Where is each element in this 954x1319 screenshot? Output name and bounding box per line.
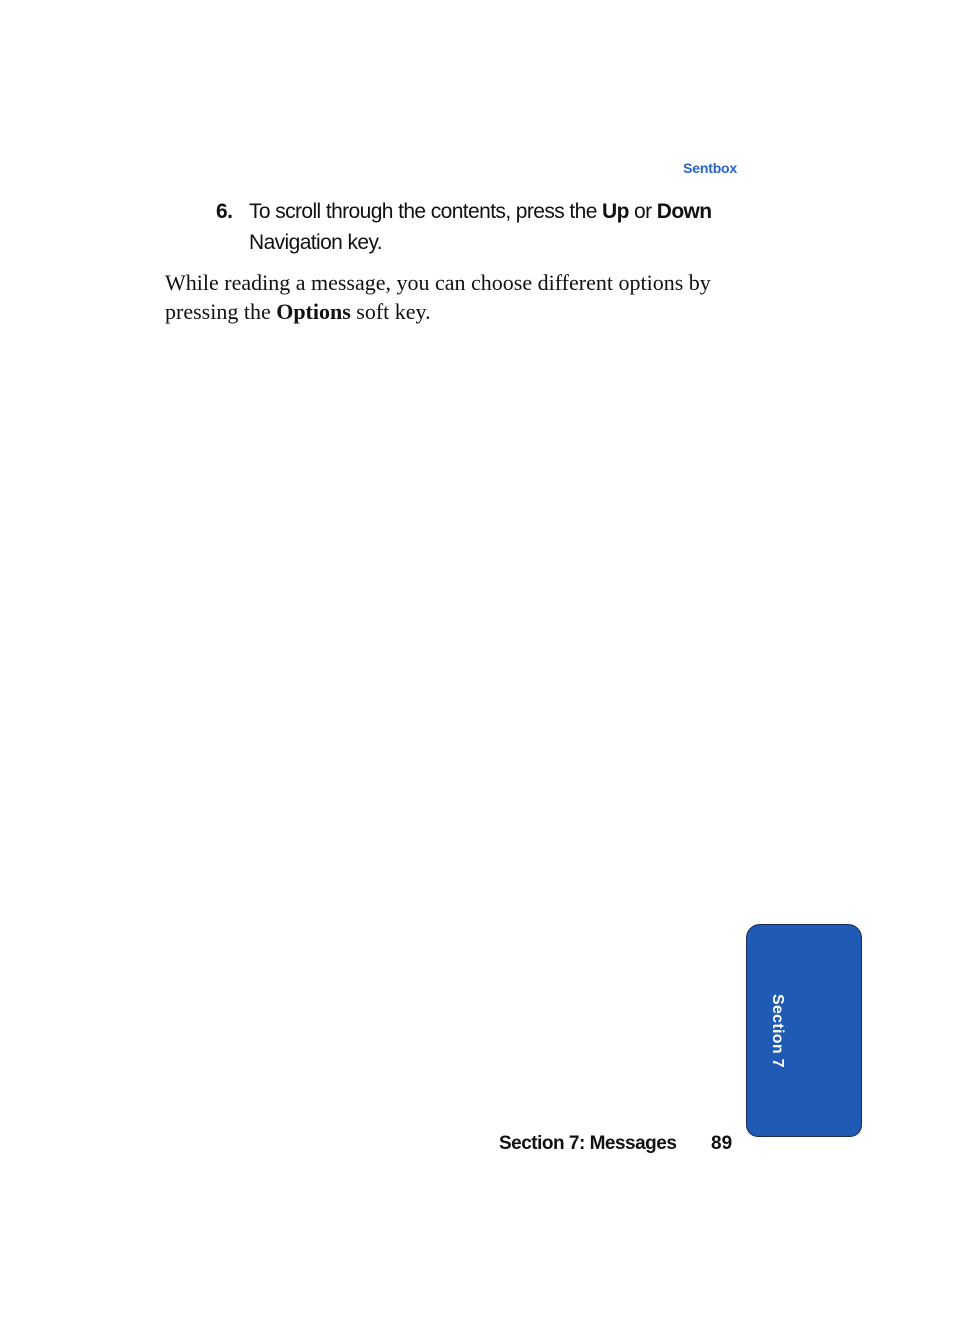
paragraph-text-part-2: soft key.	[350, 298, 431, 324]
section-tab-label: Section 7	[769, 994, 786, 1068]
up-key-label: Up	[602, 200, 629, 223]
running-header: Sentbox	[683, 160, 737, 176]
section-tab	[746, 924, 862, 1137]
page-number: 89	[711, 1133, 733, 1154]
footer-section-title: Section 7: Messages	[499, 1133, 677, 1154]
step-text	[249, 196, 736, 258]
step-text-part-2: or	[628, 200, 657, 223]
step-text-part-3: Navigation key.	[249, 231, 383, 254]
step-text-part-1: To scroll through the contents, press the	[249, 200, 603, 223]
body-paragraph	[165, 269, 725, 326]
step-6	[216, 196, 736, 258]
options-key-label: Options	[276, 298, 351, 324]
paragraph-text-part-1: While reading a message, you can choose different options by pressing the	[165, 270, 711, 324]
down-key-label: Down	[656, 200, 712, 223]
step-number: 6.	[216, 200, 233, 223]
